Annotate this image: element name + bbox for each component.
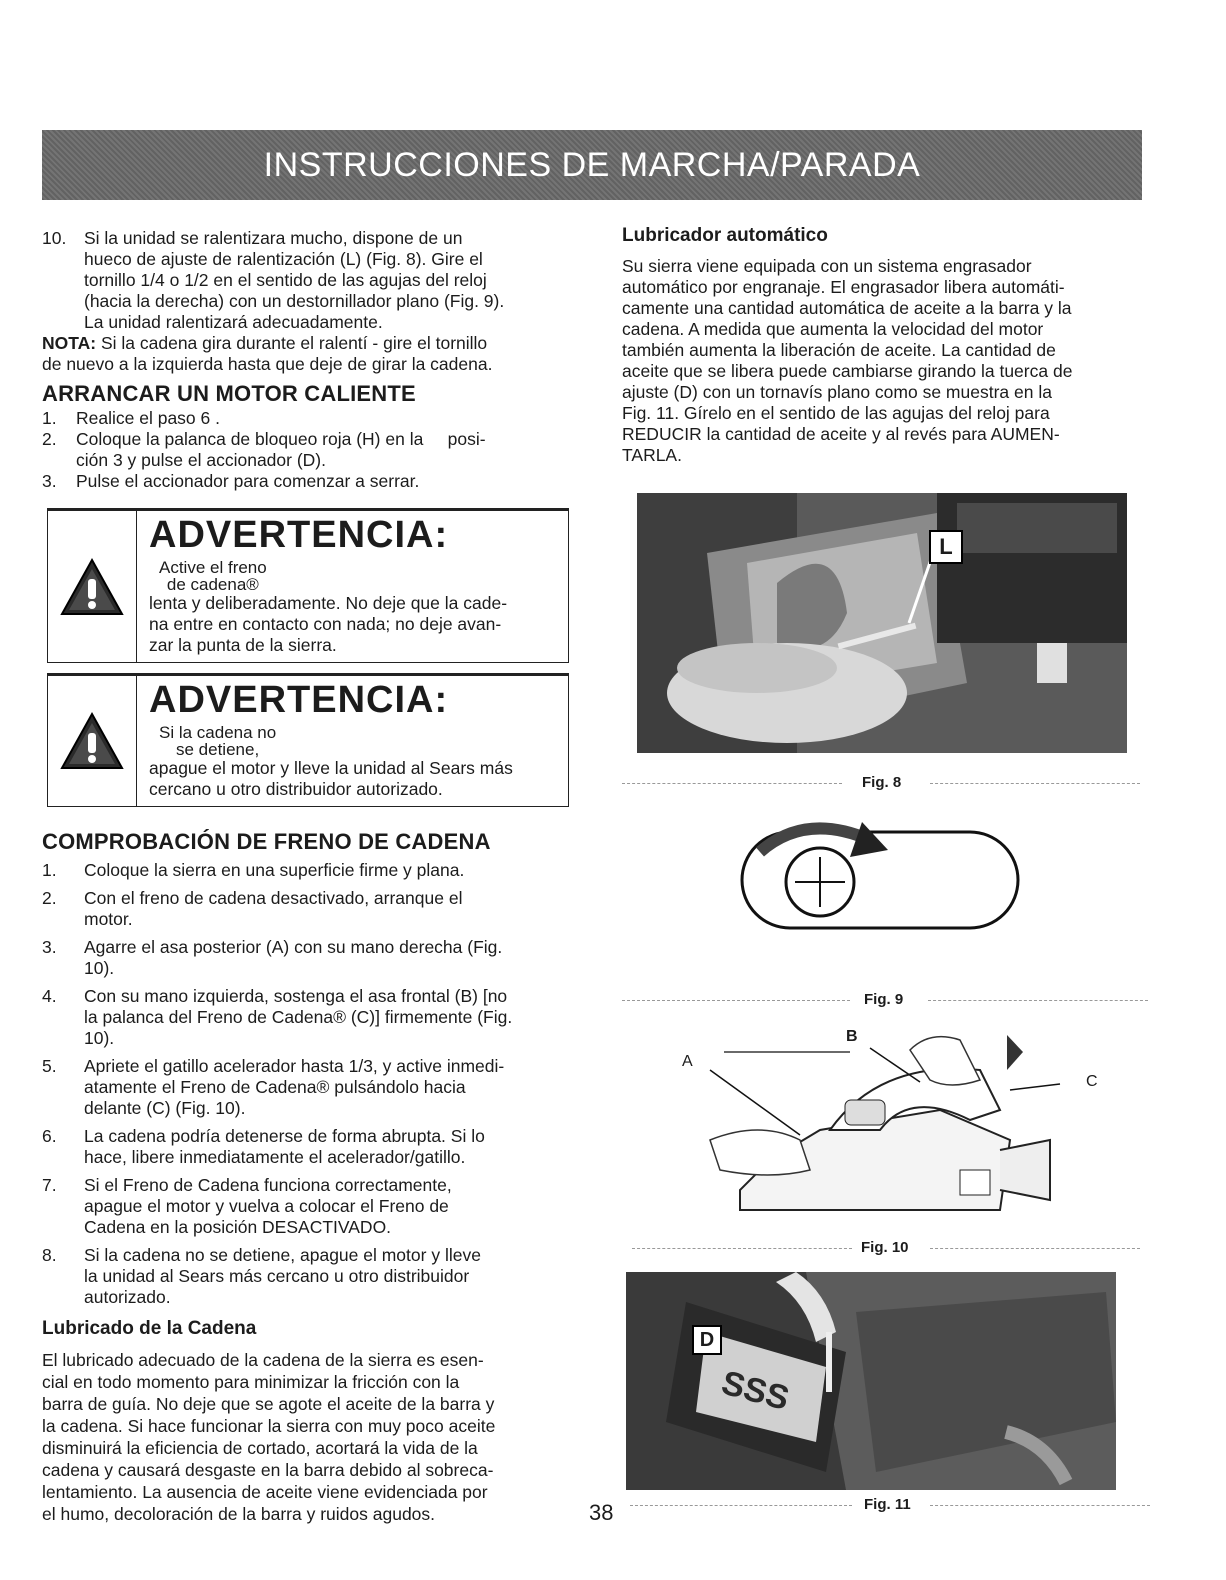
figure-10-label-c: C [1086, 1073, 1098, 1090]
idle-screw-photo-illustration [637, 493, 1127, 753]
text-line: 10). [84, 958, 115, 978]
text-line: apague el motor y vuelva a colocar el Freno de [84, 1196, 449, 1216]
divider-line [632, 1248, 852, 1249]
step-number: 10. [42, 228, 67, 248]
brake-check-list [42, 860, 572, 1308]
warning-side-line: se detiene, [176, 740, 260, 759]
text-line: Si la cadena no se detiene, apague el motor y lleve [84, 1245, 481, 1265]
text-line: Con su mano izquierda, sostenga el asa frontal (B) [no [84, 986, 508, 1006]
divider-line [930, 1248, 1140, 1249]
step-number: 8. [42, 1245, 57, 1265]
right-column [622, 225, 1147, 466]
figure-9-diagram [730, 812, 1030, 948]
text-line: 10). [84, 1028, 115, 1048]
note-line-1 [42, 333, 572, 354]
brake-step-2 [42, 888, 572, 930]
text-line: aceite que se libera puede cambiarse girando la tuerca de [622, 361, 1073, 381]
page-number: 38 [589, 1500, 614, 1525]
text-line: disminuirá la eficiencia de cortado, acortará la vida de la [42, 1438, 478, 1458]
hot-start-heading: ARRANCAR UN MOTOR CALIENTE [42, 381, 416, 406]
note-label: NOTA: [42, 333, 97, 353]
auto-lube-heading: Lubricador automático [622, 225, 828, 246]
warning-side-line: de cadena® [166, 575, 259, 594]
text-line: motor. [84, 909, 133, 929]
oil-adjust-photo-illustration [626, 1272, 1116, 1490]
note-line-2: de nuevo a la izquierda hasta que deje de girar la cadena. [42, 354, 493, 374]
warning-box-1 [47, 508, 569, 663]
text-line: El lubricado adecuado de la cadena de la sierra es esen- [42, 1350, 484, 1370]
divider-line [930, 1505, 1150, 1506]
text-line: hueco de ajuste de ralentización (L) (Fig. 8). Gire el [84, 249, 483, 269]
warning-title: ADVERTENCIA: [149, 514, 449, 556]
figure-10-label-a: A [682, 1053, 693, 1070]
text-line: ajuste (D) con un tornavís plano como se muestra en la [622, 382, 1052, 402]
text-line: Pulse el accionador para comenzar a serrar. [76, 471, 420, 491]
text-line: ción 3 y pulse el accionador (D). [76, 450, 326, 470]
text-line: atamente el Freno de Cadena® pulsándolo hacia [84, 1077, 466, 1097]
chain-lube-paragraph [42, 1349, 572, 1525]
text-line: na entre en contacto con nada; no deje avan- [149, 614, 502, 634]
text-line: la cadena. Si hace funcionar la sierra con muy poco aceite [42, 1416, 496, 1436]
divider-line [630, 1505, 852, 1506]
text-line: Apriete el gatillo acelerador hasta 1/3, y active inmedi- [84, 1056, 505, 1076]
left-column [42, 228, 572, 1525]
text-line: Coloque la palanca de bloqueo roja (H) en la posi- [76, 429, 486, 449]
step-number: 1. [42, 860, 57, 880]
text-line: Realice el paso 6 . [76, 408, 220, 428]
figure-8-caption: Fig. 8 [862, 774, 902, 791]
warning-side-line: Active el freno [159, 558, 267, 577]
figure-10-caption: Fig. 10 [861, 1239, 909, 1256]
text-line: La unidad ralentizará adecuadamente. [84, 312, 383, 332]
brake-step-5 [42, 1056, 572, 1119]
figure-11-photo [626, 1272, 1116, 1490]
figure-10-label-b: B [846, 1028, 858, 1045]
figure-11-caption: Fig. 11 [864, 1496, 911, 1513]
text-line: apague el motor y lleve la unidad al Sears más [149, 758, 513, 778]
brake-step-8 [42, 1245, 572, 1308]
step-number: 3. [42, 937, 57, 957]
brake-step-1 [42, 860, 572, 881]
hot-step-1 [42, 408, 572, 429]
figure-8-photo [637, 493, 1127, 753]
text-line: delante (C) (Fig. 10). [84, 1098, 246, 1118]
svg-text:SSS: SSS [717, 1363, 794, 1418]
hot-step-3 [42, 471, 572, 492]
step-number: 2. [42, 429, 57, 449]
brake-step-3 [42, 937, 572, 979]
text-line: lenta y deliberadamente. No deje que la cade- [149, 593, 508, 613]
text-line: el humo, decoloración de la barra y ruidos agudos. [42, 1504, 436, 1524]
text-line: (hacia la derecha) con un destornillador plano (Fig. 9). [84, 291, 505, 311]
text-line: Agarre el asa posterior (A) con su mano derecha (Fig. [84, 937, 503, 957]
step-number: 1. [42, 408, 57, 428]
step-10 [42, 228, 572, 333]
divider-line [622, 783, 842, 784]
divider-line [928, 1000, 1148, 1001]
section-title: INSTRUCCIONES DE MARCHA/PARADA [263, 145, 921, 184]
figure-10-diagram [680, 1020, 1100, 1230]
text-line: TARLA. [622, 445, 682, 465]
step-number: 4. [42, 986, 57, 1006]
text-line: Si el Freno de Cadena funciona correctamente, [84, 1175, 452, 1195]
text-line: Con el freno de cadena desactivado, arranque el [84, 888, 463, 908]
brake-step-6 [42, 1126, 572, 1168]
warning-title: ADVERTENCIA: [149, 679, 449, 721]
warning-side-line: Si la cadena no [159, 723, 277, 742]
text-line: La cadena podría detenerse de forma abrupta. Si lo [84, 1126, 485, 1146]
figure-11-callout: D [692, 1325, 722, 1355]
text-line: cial en todo momento para minimizar la fricción con la [42, 1372, 460, 1392]
step-number: 2. [42, 888, 57, 908]
warning-triangle-icon [59, 557, 125, 617]
brake-step-7 [42, 1175, 572, 1238]
text-line: autorizado. [84, 1287, 171, 1307]
text-line: hace, libere inmediatamente el acelerador/gatillo. [84, 1147, 466, 1167]
warning-icon-cell [48, 676, 137, 806]
step-number: 6. [42, 1126, 57, 1146]
hot-step-2 [42, 429, 572, 471]
figure-9-caption: Fig. 9 [864, 991, 904, 1008]
text-line: también aumenta la liberación de aceite. La cantidad de [622, 340, 1056, 360]
section-banner [42, 130, 1142, 200]
brake-check-heading: COMPROBACIÓN DE FRENO DE CADENA [42, 829, 491, 854]
text-line: Si la unidad se ralentizara mucho, dispone de un [84, 228, 463, 248]
warning-triangle-icon [59, 711, 125, 771]
text-line: cadena. A medida que aumenta la velocidad del motor [622, 319, 1044, 339]
note-text: Si la cadena gira durante el ralentí - gire el tornillo [96, 333, 488, 353]
warning-side-text [159, 724, 276, 758]
text-line: Su sierra viene equipada con un sistema engrasador [622, 256, 1032, 276]
auto-lube-paragraph [622, 256, 1147, 466]
chain-lube-heading: Lubricado de la Cadena [42, 1318, 257, 1339]
text-line: la palanca del Freno de Cadena® (C)] firmemente (Fig. [84, 1007, 513, 1027]
text-line: automático por engranaje. El engrasador libera automáti- [622, 277, 1065, 297]
text-line: lentamiento. La ausencia de aceite viene evidenciada por [42, 1482, 488, 1502]
step-number: 5. [42, 1056, 57, 1076]
text-line: barra de guía. No deje que se agote el aceite de la barra y [42, 1394, 495, 1414]
text-line: Coloque la sierra en una superficie firme y plana. [84, 860, 465, 880]
warning-icon-cell [48, 511, 137, 662]
text-line: cercano u otro distribuidor autorizado. [149, 779, 443, 799]
divider-line [930, 783, 1140, 784]
divider-line [622, 1000, 850, 1001]
figure-8-callout: L [929, 530, 963, 564]
text-line: Fig. 11. Gírelo en el sentido de las agujas del reloj para [622, 403, 1050, 423]
warning-box-2 [47, 673, 569, 807]
text-line: cadena y causará desgaste en la barra debido al sobreca- [42, 1460, 494, 1480]
warning-side-text [159, 559, 267, 593]
text-line: Cadena en la posición DESACTIVADO. [84, 1217, 392, 1237]
step-number: 7. [42, 1175, 57, 1195]
text-line: la unidad al Sears más cercano u otro distribuidor [84, 1266, 470, 1286]
text-line: zar la punta de la sierra. [149, 635, 337, 655]
step-number: 3. [42, 471, 57, 491]
text-line: camente una cantidad automática de aceite a la barra y la [622, 298, 1072, 318]
brake-step-4 [42, 986, 572, 1049]
text-line: tornillo 1/4 o 1/2 en el sentido de las agujas del reloj [84, 270, 487, 290]
text-line: REDUCIR la cantidad de aceite y al revés para AUMEN- [622, 424, 1060, 444]
